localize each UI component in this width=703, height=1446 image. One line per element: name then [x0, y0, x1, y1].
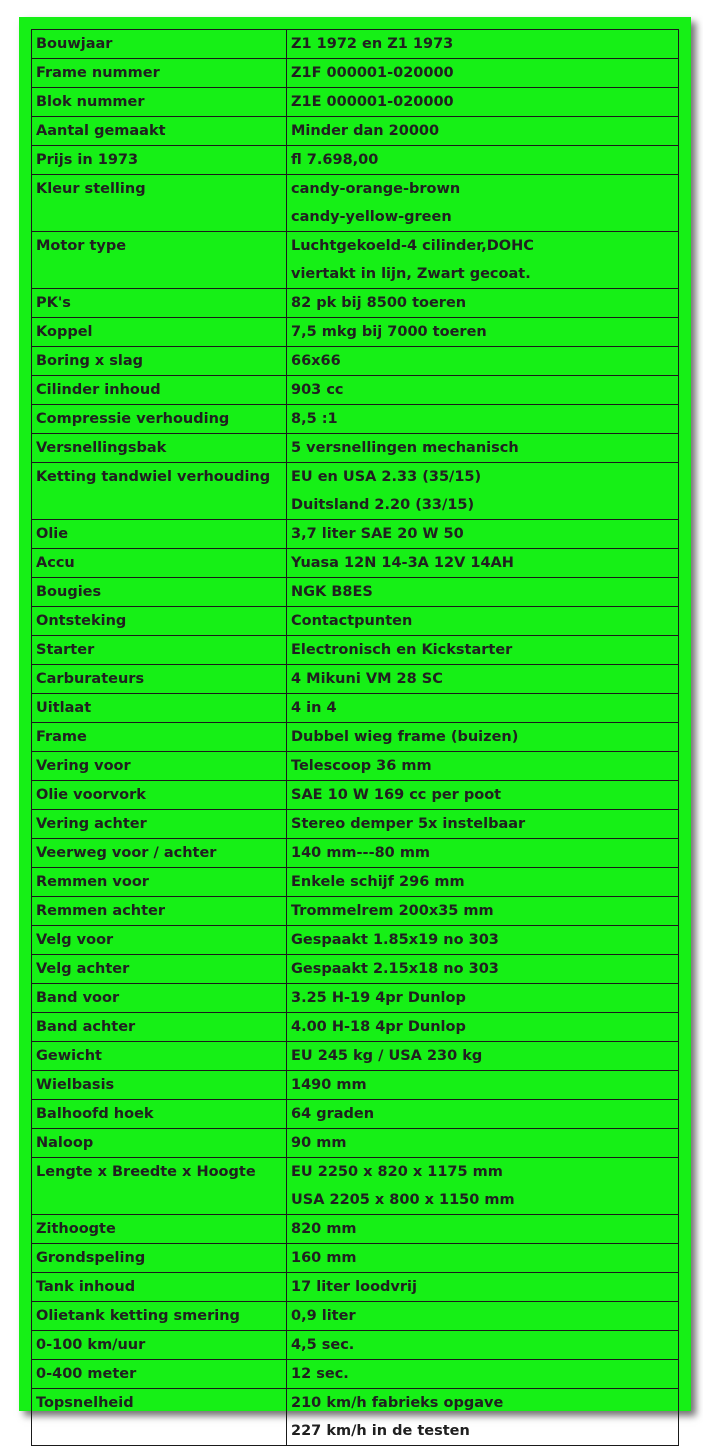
- spec-row: [32, 1042, 679, 1071]
- spec-value: Gespaakt 2.15x18 no 303: [291, 961, 499, 977]
- spec-value-cell: [287, 232, 679, 289]
- spec-value-cell: [287, 1360, 679, 1389]
- spec-label: Koppel: [32, 318, 287, 347]
- spec-value: fl 7.698,00: [291, 152, 379, 168]
- spec-value-cell: [287, 868, 679, 897]
- spec-row: [32, 549, 679, 578]
- spec-value-cell: [287, 289, 679, 318]
- spec-label: Olietank ketting smering: [32, 1302, 287, 1331]
- spec-value: 3,7 liter SAE 20 W 50: [291, 526, 464, 542]
- spec-value: 140 mm---80 mm: [291, 845, 431, 861]
- spec-value: Z1 1972 en Z1 1973: [291, 36, 454, 52]
- spec-value: Electronisch en Kickstarter: [291, 642, 513, 658]
- spec-row: [32, 1389, 679, 1446]
- spec-value: viertakt in lijn, Zwart gecoat.: [291, 266, 531, 282]
- spec-value-cell: [287, 59, 679, 88]
- spec-value-cell: [287, 1273, 679, 1302]
- spec-value-cell: [287, 636, 679, 665]
- spec-value-cell: [287, 1302, 679, 1331]
- spec-value: Telescoop 36 mm: [291, 758, 432, 774]
- spec-value-cell: [287, 405, 679, 434]
- spec-value-cell: [287, 1129, 679, 1158]
- spec-row: [32, 897, 679, 926]
- spec-label: Versnellingsbak: [32, 434, 287, 463]
- spec-value: 64 graden: [291, 1106, 375, 1122]
- spec-row: [32, 810, 679, 839]
- spec-value-cell: [287, 463, 679, 520]
- spec-value: 160 mm: [291, 1250, 357, 1266]
- spec-row: [32, 405, 679, 434]
- spec-value-cell: [287, 1389, 679, 1446]
- spec-label: Compressie verhouding: [32, 405, 287, 434]
- spec-label: Blok nummer: [32, 88, 287, 117]
- spec-row: [32, 347, 679, 376]
- spec-value: USA 2205 x 800 x 1150 mm: [291, 1192, 515, 1208]
- spec-row: [32, 839, 679, 868]
- spec-row: [32, 984, 679, 1013]
- spec-value: 227 km/h in de testen: [291, 1423, 470, 1439]
- spec-label: Olie voorvork: [32, 781, 287, 810]
- spec-row: [32, 752, 679, 781]
- spec-value-cell: [287, 1331, 679, 1360]
- spec-value-cell: [287, 1100, 679, 1129]
- spec-value: 90 mm: [291, 1135, 347, 1151]
- spec-value: Yuasa 12N 14-3A 12V 14AH: [291, 555, 514, 571]
- spec-row: [32, 1129, 679, 1158]
- spec-value: Gespaakt 1.85x19 no 303: [291, 932, 499, 948]
- spec-label: Cilinder inhoud: [32, 376, 287, 405]
- spec-value: candy-yellow-green: [291, 209, 452, 225]
- spec-value-cell: [287, 752, 679, 781]
- spec-value: 4 Mikuni VM 28 SC: [291, 671, 443, 687]
- spec-row: [32, 463, 679, 520]
- spec-value: 1490 mm: [291, 1077, 367, 1093]
- spec-value-cell: [287, 347, 679, 376]
- spec-value: Dubbel wieg frame (buizen): [291, 729, 519, 745]
- spec-label: Aantal gemaakt: [32, 117, 287, 146]
- spec-row: [32, 578, 679, 607]
- spec-value: 903 cc: [291, 382, 344, 398]
- spec-value-cell: [287, 665, 679, 694]
- spec-label: Vering achter: [32, 810, 287, 839]
- spec-value: NGK B8ES: [291, 584, 373, 600]
- spec-row: [32, 723, 679, 752]
- spec-value: 12 sec.: [291, 1366, 349, 1382]
- spec-value-cell: [287, 376, 679, 405]
- spec-value-cell: [287, 926, 679, 955]
- spec-value-cell: [287, 30, 679, 59]
- spec-value-cell: [287, 839, 679, 868]
- spec-label: 0-100 km/uur: [32, 1331, 287, 1360]
- spec-row: [32, 955, 679, 984]
- spec-row: [32, 30, 679, 59]
- spec-row: [32, 434, 679, 463]
- spec-value-cell: [287, 318, 679, 347]
- spec-label: Frame: [32, 723, 287, 752]
- spec-row: [32, 117, 679, 146]
- spec-value: 4.00 H-18 4pr Dunlop: [291, 1019, 466, 1035]
- spec-label: Bougies: [32, 578, 287, 607]
- spec-value-cell: [287, 607, 679, 636]
- spec-label: Grondspeling: [32, 1244, 287, 1273]
- spec-value: 820 mm: [291, 1221, 357, 1237]
- spec-value-cell: [287, 88, 679, 117]
- spec-value: 4 in 4: [291, 700, 337, 716]
- spec-value: 0,9 liter: [291, 1308, 356, 1324]
- spec-row: [32, 146, 679, 175]
- spec-row: [32, 694, 679, 723]
- spec-label: 0-400 meter: [32, 1360, 287, 1389]
- spec-row: [32, 1302, 679, 1331]
- spec-row: [32, 1215, 679, 1244]
- spec-value-cell: [287, 897, 679, 926]
- spec-value: 5 versnellingen mechanisch: [291, 440, 519, 456]
- spec-value: Minder dan 20000: [291, 123, 440, 139]
- spec-label: Uitlaat: [32, 694, 287, 723]
- spec-value: SAE 10 W 169 cc per poot: [291, 787, 502, 803]
- spec-row: [32, 318, 679, 347]
- spec-label: Bouwjaar: [32, 30, 287, 59]
- spec-row: [32, 1013, 679, 1042]
- spec-label: Balhoofd hoek: [32, 1100, 287, 1129]
- spec-value: Enkele schijf 296 mm: [291, 874, 465, 890]
- spec-row: [32, 868, 679, 897]
- spec-value: candy-orange-brown: [291, 181, 461, 197]
- spec-label: Zithoogte: [32, 1215, 287, 1244]
- spec-label: Ketting tandwiel verhouding: [32, 463, 287, 520]
- spec-value: Z1E 000001-020000: [291, 94, 454, 110]
- spec-value-cell: [287, 781, 679, 810]
- spec-row: [32, 1360, 679, 1389]
- spec-row: [32, 665, 679, 694]
- spec-value: EU en USA 2.33 (35/15): [291, 469, 482, 485]
- spec-value-cell: [287, 578, 679, 607]
- spec-row: [32, 175, 679, 232]
- spec-row: [32, 59, 679, 88]
- spec-label: Naloop: [32, 1129, 287, 1158]
- spec-label: Carburateurs: [32, 665, 287, 694]
- spec-label: Gewicht: [32, 1042, 287, 1071]
- spec-value: EU 245 kg / USA 230 kg: [291, 1048, 483, 1064]
- spec-table-body: [32, 30, 679, 1446]
- spec-label: Lengte x Breedte x Hoogte: [32, 1158, 287, 1215]
- spec-row: [32, 1273, 679, 1302]
- spec-value-cell: [287, 146, 679, 175]
- spec-value-cell: [287, 723, 679, 752]
- spec-row: [32, 781, 679, 810]
- spec-value: EU 2250 x 820 x 1175 mm: [291, 1164, 503, 1180]
- spec-label: Veerweg voor / achter: [32, 839, 287, 868]
- spec-value: Trommelrem 200x35 mm: [291, 903, 494, 919]
- spec-label: Velg voor: [32, 926, 287, 955]
- spec-row: [32, 607, 679, 636]
- spec-label: Band achter: [32, 1013, 287, 1042]
- spec-value-cell: [287, 1215, 679, 1244]
- spec-label: Vering voor: [32, 752, 287, 781]
- spec-label: Frame nummer: [32, 59, 287, 88]
- spec-value: 17 liter loodvrij: [291, 1279, 417, 1295]
- spec-row: [32, 1100, 679, 1129]
- spec-value: 66x66: [291, 353, 341, 369]
- spec-label: Wielbasis: [32, 1071, 287, 1100]
- spec-label: Topsnelheid: [32, 1389, 287, 1446]
- spec-label: Ontsteking: [32, 607, 287, 636]
- spec-label: Starter: [32, 636, 287, 665]
- spec-label: Boring x slag: [32, 347, 287, 376]
- spec-value-cell: [287, 175, 679, 232]
- spec-label: Remmen achter: [32, 897, 287, 926]
- spec-value-cell: [287, 955, 679, 984]
- spec-value: Contactpunten: [291, 613, 413, 629]
- spec-label: Band voor: [32, 984, 287, 1013]
- spec-row: [32, 88, 679, 117]
- spec-value-cell: [287, 1042, 679, 1071]
- spec-row: [32, 520, 679, 549]
- spec-value: 82 pk bij 8500 toeren: [291, 295, 467, 311]
- spec-row: [32, 1331, 679, 1360]
- spec-value-cell: [287, 549, 679, 578]
- spec-value-cell: [287, 1244, 679, 1273]
- spec-value-cell: [287, 694, 679, 723]
- spec-value: Z1F 000001-020000: [291, 65, 454, 81]
- spec-label: Remmen voor: [32, 868, 287, 897]
- spec-table: [31, 29, 679, 1446]
- spec-label: Accu: [32, 549, 287, 578]
- spec-row: [32, 232, 679, 289]
- spec-panel: [19, 17, 691, 1439]
- spec-value: 8,5 :1: [291, 411, 338, 427]
- spec-label: Kleur stelling: [32, 175, 287, 232]
- spec-value: 210 km/h fabrieks opgave: [291, 1395, 504, 1411]
- spec-value: Duitsland 2.20 (33/15): [291, 497, 475, 513]
- spec-row: [32, 1158, 679, 1215]
- spec-row: [32, 1244, 679, 1273]
- spec-value: 4,5 sec.: [291, 1337, 355, 1353]
- spec-label: Olie: [32, 520, 287, 549]
- spec-label: Velg achter: [32, 955, 287, 984]
- spec-value-cell: [287, 520, 679, 549]
- spec-value-cell: [287, 117, 679, 146]
- spec-value: 7,5 mkg bij 7000 toeren: [291, 324, 487, 340]
- spec-label: PK's: [32, 289, 287, 318]
- spec-value-cell: [287, 984, 679, 1013]
- spec-label: Prijs in 1973: [32, 146, 287, 175]
- spec-row: [32, 926, 679, 955]
- spec-row: [32, 1071, 679, 1100]
- spec-value-cell: [287, 1013, 679, 1042]
- spec-value: 3.25 H-19 4pr Dunlop: [291, 990, 466, 1006]
- spec-value-cell: [287, 1071, 679, 1100]
- spec-value: Stereo demper 5x instelbaar: [291, 816, 526, 832]
- spec-value: Luchtgekoeld-4 cilinder,DOHC: [291, 238, 534, 254]
- spec-row: [32, 289, 679, 318]
- spec-value-cell: [287, 434, 679, 463]
- spec-value-cell: [287, 810, 679, 839]
- spec-row: [32, 376, 679, 405]
- spec-label: Tank inhoud: [32, 1273, 287, 1302]
- spec-label: Motor type: [32, 232, 287, 289]
- spec-row: [32, 636, 679, 665]
- spec-value-cell: [287, 1158, 679, 1215]
